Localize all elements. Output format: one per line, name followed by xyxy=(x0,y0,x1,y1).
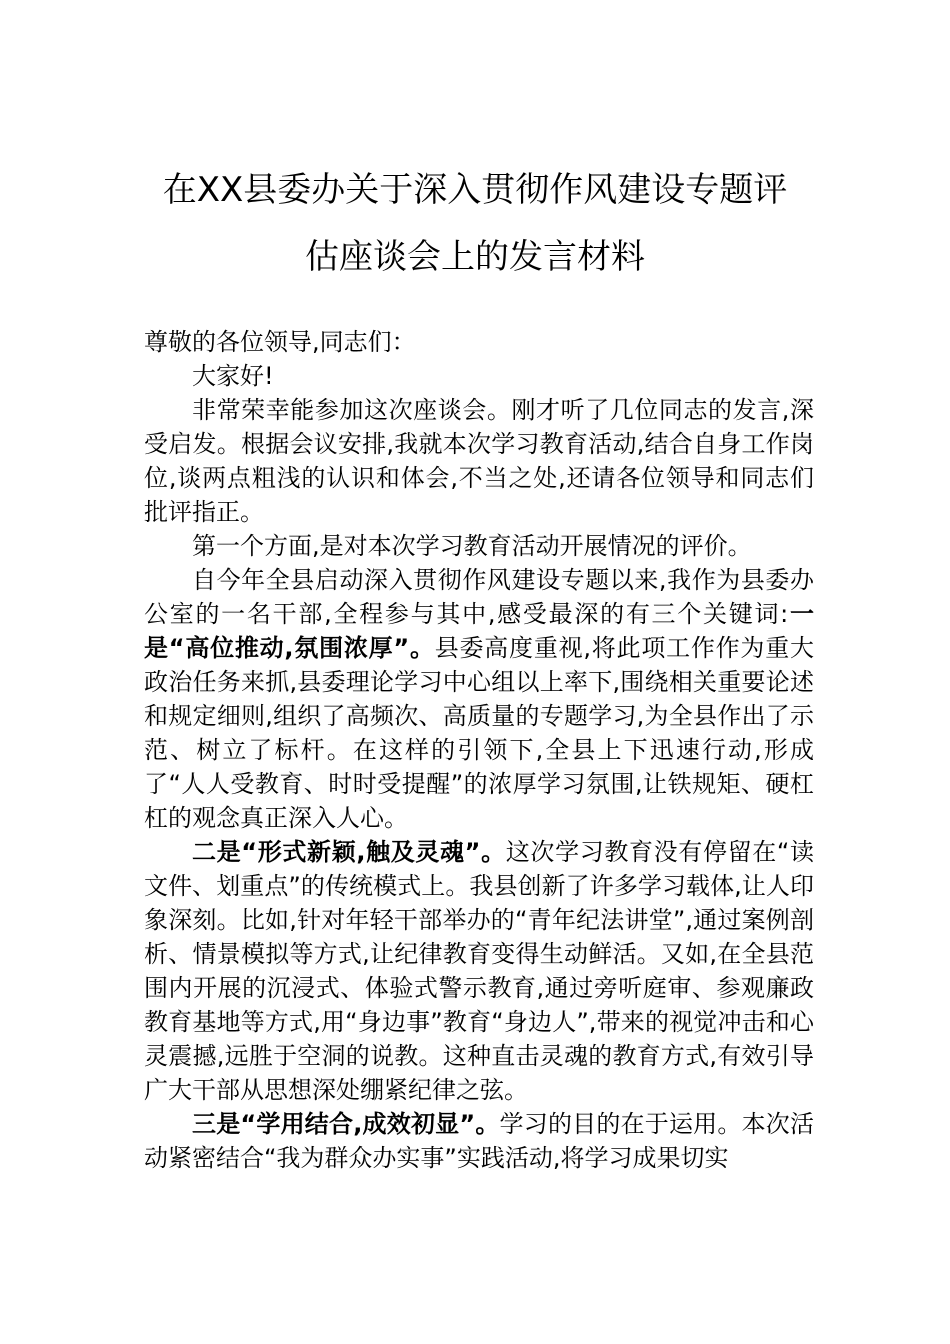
paragraph-5 xyxy=(144,1107,814,1175)
paragraph-3-keyword: 一是“高位推动,氛围浓厚”。 xyxy=(144,600,815,662)
paragraph-3-intro: 自今年全县启动深入贯彻作风建设专题以来,我作为县委办公室的一名干部,全程参与其中,感受最深的有三个关键词: xyxy=(144,566,814,628)
document-title-line-2: 估座谈会上的发言材料 xyxy=(305,237,645,277)
paragraph-2: 第一个方面,是对本次学习教育活动开展情况的评价。 xyxy=(192,532,752,560)
paragraph-4 xyxy=(144,835,814,1107)
paragraph-5-keyword: 三是“学用结合,成效初显”。 xyxy=(192,1110,500,1138)
document-title-line-1: 在XX县委办关于深入贯彻作风建设专题评 xyxy=(162,170,788,210)
paragraph-5-body: 学习的目的在于运用。本次活动紧密结合“我为群众办实事”实践活动,将学习成果切实 xyxy=(144,1110,815,1172)
salutation: 尊敬的各位领导,同志们： xyxy=(144,328,416,356)
greeting: 大家好! xyxy=(192,362,274,390)
document-body xyxy=(144,325,814,1175)
paragraph-4-keyword: 二是“形式新颖,触及灵魂”。 xyxy=(192,838,506,866)
paragraph-1: 非常荣幸能参加这次座谈会。刚才听了几位同志的发言,深受启发。根据会议安排,我就本次学习教育活动,结合自身工作岗位,谈两点粗浅的认识和体会,不当之处,还请各位领导和同志们批评指正。 xyxy=(144,396,814,526)
paragraph-4-body: 这次学习教育没有停留在“读文件、划重点”的传统模式上。我县创新了许多学习载体,让人印象深刻。比如,针对年轻干部举办的“青年纪法讲堂”,通过案例剖析、情景模拟等方式,让纪律教育变得生动鲜活。又如,在全县范围内开展的沉浸式、体验式警示教育,通过旁听庭审、参观廉政教育基地等方式,用“身边事”教育“身边人”,带来的视觉冲击和心灵震撼,远胜于空洞的说教。这种直击灵魂的教育方式,有效引导广大干部从思想深处绷紧纪律之弦。 xyxy=(144,838,814,1104)
paragraph-3-body: 县委高度重视,将此项工作作为重大政治任务来抓,县委理论学习中心组以上率下,围绕相关重要论述和规定细则,组织了高频次、高质量的专题学习,为全县作出了示范、树立了标杆。在这样的引领下,全县上下迅速行动,形成了“人人受教育、时时受提醒”的浓厚学习氛围,让铁规矩、硬杠杠的观念真正深入人心。 xyxy=(144,634,814,832)
paragraph-3 xyxy=(144,563,814,835)
